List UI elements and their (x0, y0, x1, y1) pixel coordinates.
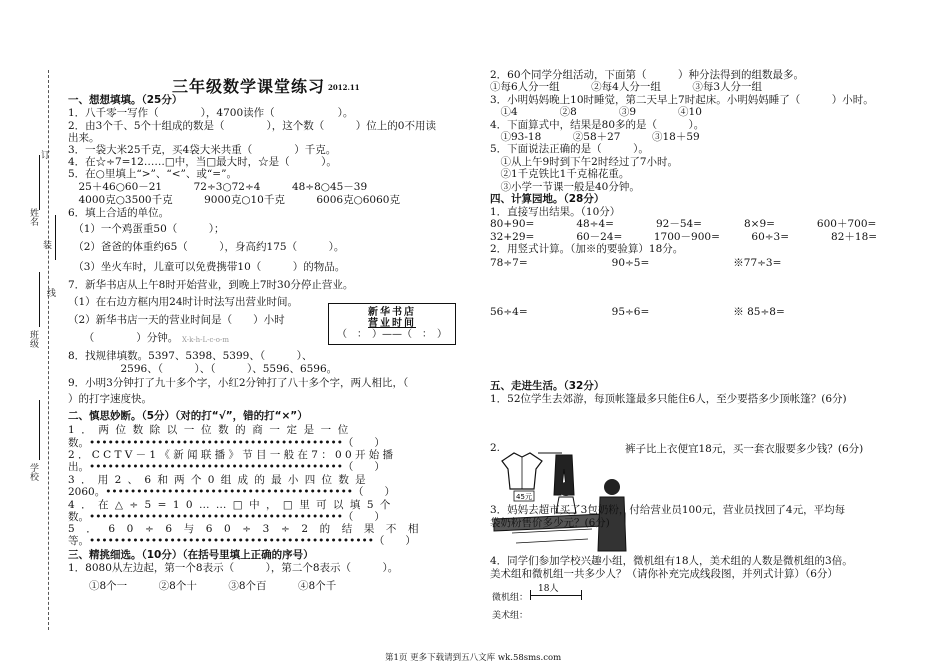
section-4-heading: 四、计算园地。（28分） (490, 193, 605, 205)
q4-2-row1: 78÷7= 90÷5= ※77÷3= (490, 257, 782, 269)
q1-8: 8．找规律填数。5397、5398、5399、（ ）、 (68, 350, 313, 362)
page-footer: 第1页 更多下载请到五八文库 wk.58sms.com (385, 653, 562, 663)
diagram-label-computer: 微机组： (492, 593, 529, 603)
q3-3-options: ①4 ②8 ③9 ④10 (490, 106, 702, 118)
q1-2-cont: 出来。 (68, 132, 100, 144)
q1-6-1: （1）一个鸡蛋重50（ ）； (68, 223, 225, 235)
q3-1-options: ①8个一 ②8个十 ③8个百 ④8个千 (68, 580, 337, 592)
q1-9: 9．小明3分钟打了九十多个字，小红2分钟打了八十多个字，两人相比，（ (68, 377, 409, 389)
school-blank-line (39, 400, 40, 460)
diagram-label-art: 美术组： (492, 611, 529, 621)
q4-2: 2．用竖式计算。（加※的要验算）18分。 (490, 243, 684, 255)
shop-hours-box (328, 303, 456, 345)
q1-5-row2: 4000克○3500千克 9000克○10千克 6006克○6060克 (68, 194, 400, 206)
q1-4: 4．在☆÷7=12……□中，当□最大时，☆是（ ）。 (68, 156, 337, 168)
q1-7-2: （2）新华书店一天的营业时间是（ ）小时 (68, 314, 285, 326)
q2-3: 3．用2、6和两个0组成的最小四位数是 (68, 474, 372, 486)
diagram-value: 18人 (538, 584, 559, 594)
diagram-segment (530, 595, 582, 596)
section-1-heading: 一、想想填填。（25分） (68, 94, 183, 106)
q1-5-row1: 25＋46○60－21 72÷3○72÷4 48÷8○45－39 (68, 181, 368, 193)
binding-ding: 订 (39, 150, 49, 159)
q5-4-cont: 美术组和微机组一共多少人？（请你补充完成线段图，并列式计算）（6分） (490, 568, 838, 580)
q1-5: 5．在○里填上“>”、“<”、或“=”。 (68, 168, 237, 180)
binding-zhuang: 装 (41, 240, 51, 249)
q1-7-1: （1）在右边方框内用24时计时法写出营业时间。 (68, 296, 299, 308)
q1-7-2-cont: （ ）分钟。 (68, 332, 179, 344)
clerk-head (604, 479, 620, 495)
q5-3-cont: 袋奶粉售价多少元？(6分) (490, 517, 610, 529)
q1-6-2: （2）爸爸的体重约65（ ），身高约175（ ）。 (68, 241, 345, 253)
q2-2-cont: 出。•••••••••••••••••••••••••••••••••••••••••（ ） (68, 461, 385, 473)
watermark: X-k-h-L-c-o-m (182, 336, 229, 344)
q1-6: 6．填上合适的单位。 (68, 207, 170, 219)
q2-4-cont: 数。•••••••••••••••••••••••••••••••••••••••••（ ） (68, 511, 385, 523)
q3-4-options: ①93-18 ②58＋27 ③18＋59 (490, 131, 700, 143)
q3-1: 1．8080从左边起，第一个8表示（ ），第二个8表示（ ）。 (68, 562, 399, 574)
q3-2: 2．60个同学分组活动，下面第（ ）种分法得到的组数最多。 (490, 69, 805, 81)
q5-2-number: 2. (490, 442, 501, 454)
page-date: 2012.11 (328, 83, 360, 92)
q1-9-cont: ）的打字速度快。 (68, 393, 152, 405)
q4-1-row1: 80+90= 48÷4= 92－54= 8×9= 600＋700= (490, 218, 877, 230)
girl-head (559, 482, 573, 496)
q3-5: 5．下面说法正确的是（ ）。 (490, 143, 649, 155)
q2-5: 5．60÷6与60÷3÷2的结果不相 (68, 523, 431, 535)
shopping-illustration (492, 447, 627, 555)
q3-3: 3．小明妈妈晚上10时睡觉，第二天早上7时起床。小明妈妈睡了（ ）小时。 (490, 94, 874, 106)
school-label: 学校 (28, 463, 38, 481)
q1-2: 2．由3个千、5个十组成的数是（ ），这个数（ ）位上的0不用读 (68, 120, 436, 132)
q1-8-cont: 2596、（ ）、（ ）、5596、6596。 (68, 363, 338, 375)
q2-2: 2．CCTV－1《新闻联播》节目一般在7：00开始播 (68, 449, 397, 461)
q5-1: 1．52位学生去郊游，每顶帐篷最多只能住6人，至少要搭多少顶帐篷？(6分) (490, 393, 847, 405)
section-3-heading: 三、精挑细选。（10分）（在括号里填上正确的序号） (68, 549, 314, 561)
q3-4: 4．下面算式中，结果是80多的是（ ）。 (490, 119, 705, 131)
q3-5-option-1: ①从上午9时到下午2时经过了7小时。 (490, 156, 679, 168)
name-label: 姓名 (28, 208, 38, 226)
class-blank-line (39, 272, 40, 327)
binding-tick (55, 215, 56, 260)
price-tag-text: 45元 (516, 493, 532, 501)
section-2-heading: 二、慎思妙断。（5分）（对的打“√”，错的打“×”） (68, 410, 308, 422)
q5-3: 3．妈妈去超市买了3包奶粉，付给营业员100元，营业员找回了4元，平均每 (490, 504, 846, 516)
q1-7: 7．新华书店从上午8时开始营业，到晚上7时30分停止营业。 (68, 279, 354, 291)
q1-3: 3．一袋大米25千克，买4袋大米共重（ ）千克。 (68, 144, 337, 156)
q2-1: 1．两位数除以一位数的商一定是一位 (68, 424, 355, 436)
q1-6-3: （3）坐火车时，儿童可以免费携带10（ ）的物品。 (68, 261, 346, 273)
diagram-tick-left (530, 590, 531, 600)
page-title: 三年级数学课堂练习 (172, 77, 326, 96)
class-label: 班级 (28, 330, 38, 348)
q5-2: 裤子比上衣便宜18元，买一套衣服要多少钱？(6分) (625, 443, 864, 455)
q3-5-option-3: ③小学一节课一般是40分钟。 (490, 181, 640, 193)
section-5-heading: 五、走进生活。（32分） (490, 380, 605, 392)
diagram-tick-right (581, 590, 582, 600)
q2-4: 4．在△÷5=10……□中，□里可以填5个 (68, 499, 397, 511)
shop-hours-label: 营业时间 (368, 318, 416, 329)
q3-5-option-2: ②1千克铁比1千克棉花重。 (490, 168, 630, 180)
q4-2-row2: 56÷4= 95÷6= ※ 85÷8= (490, 306, 785, 318)
q2-5-cont: 等。••••••••••••••••••••••••••••••••••••••••••••••（ ） (68, 535, 416, 547)
q4-1: 1．直接写出结果。（10分） (490, 206, 621, 218)
q5-4: 4．同学们参加学校兴趣小组，微机组有18人，美术组的人数是微机组的3倍。 (490, 555, 853, 567)
name-blank-line (39, 155, 40, 210)
q2-3-cont: 2060。••••••••••••••••••••••••••••••••••••••••（ ） (68, 486, 395, 498)
q2-1-cont: 数。•••••••••••••••••••••••••••••••••••••••••（ ） (68, 437, 385, 449)
q4-1-row2: 32+29= 60－24= 1700－900= 60÷3= 82＋18= (490, 231, 878, 243)
q3-2-options: ①每6人分一组 ②每4人分一组 ③每3人分一组 (490, 81, 763, 93)
shop-name: 新华书店 (368, 307, 416, 318)
q1-1: 1．八千零一写作（ ），4700读作（ ）。 (68, 107, 354, 119)
binding-xian: 线 (45, 288, 55, 297)
shop-hours-format: （ ： ）——（ ： ） (337, 329, 447, 340)
